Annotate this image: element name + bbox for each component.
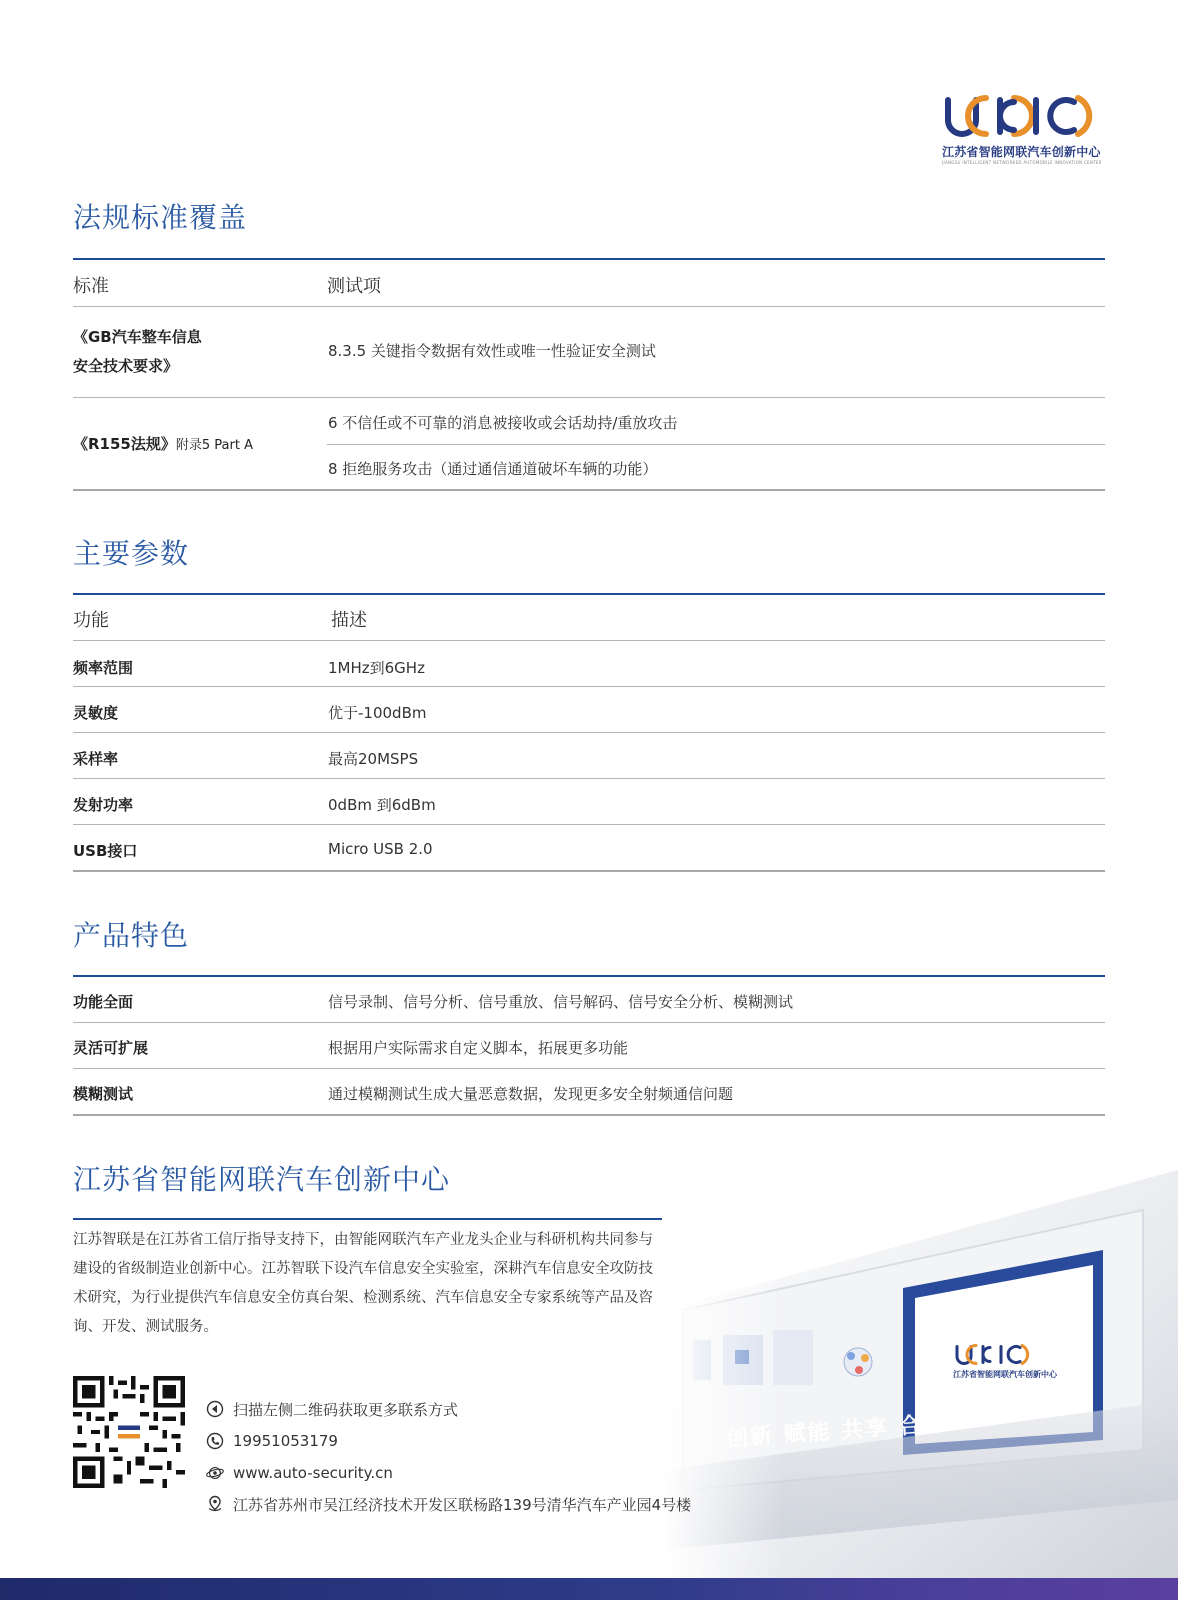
feature-value: 根据用户实际需求自定义脚本，拓展更多功能 bbox=[328, 1039, 629, 1057]
regulations-bottom-rule bbox=[73, 489, 1105, 491]
parameters-header-function: 功能 bbox=[73, 610, 109, 631]
contact-website-text[interactable]: www.auto-security.cn bbox=[233, 1464, 393, 1482]
regulations-header-standard: 标准 bbox=[73, 276, 109, 297]
contact-phone-text[interactable]: 19951053179 bbox=[233, 1432, 338, 1450]
regulations-title: 法规标准覆盖 bbox=[73, 201, 248, 234]
parameters-bottom-rule bbox=[73, 870, 1105, 872]
footer-bar bbox=[0, 1578, 1178, 1600]
regulations-header-test-item: 测试项 bbox=[327, 276, 381, 297]
logo-mark bbox=[940, 92, 1100, 142]
param-name: 频率范围 bbox=[73, 659, 134, 677]
param-name: USB接口 bbox=[73, 842, 138, 860]
contact-website bbox=[206, 1462, 393, 1484]
divider bbox=[73, 732, 1105, 733]
parameters-header-description: 描述 bbox=[331, 610, 367, 631]
scan-icon bbox=[206, 1400, 224, 1418]
phone-icon bbox=[206, 1432, 224, 1450]
logo-name-en: JIANGSU INTELLIGENT NETWORKED AUTOMOBILE INNOVATION CENTER bbox=[942, 160, 1102, 165]
feature-name: 灵活可扩展 bbox=[73, 1039, 149, 1057]
divider bbox=[73, 1068, 1105, 1069]
feature-name: 功能全面 bbox=[73, 993, 134, 1011]
divider bbox=[73, 640, 1105, 641]
divider bbox=[73, 778, 1105, 779]
r155-standard bbox=[73, 433, 253, 454]
divider bbox=[73, 306, 1105, 307]
param-value: Micro USB 2.0 bbox=[328, 840, 433, 858]
screen-logo bbox=[953, 1342, 1057, 1379]
contact-phone bbox=[206, 1430, 338, 1452]
param-value: 0dBm 到6dBm bbox=[328, 796, 436, 814]
param-value: 1MHz到6GHz bbox=[328, 659, 425, 677]
r155-suffix: 附录5 Part A bbox=[175, 438, 253, 453]
parameters-title: 主要参数 bbox=[73, 537, 190, 570]
about-body: 江苏智联是在江苏省工信厅指导支持下，由智能网联汽车产业龙头企业与科研机构共同参与建设的省级制造业创新中心。江苏智联下设汽车信息安全实验室，深耕汽车信息安全攻防技术研究，为行业提供汽车信息安全仿真台架、检测系统、汽车信息安全专家系统等产品及咨询、开发、测试服务。 bbox=[73, 1232, 653, 1335]
screen-logo-name: 江苏省智能网联汽车创新中心 bbox=[953, 1370, 1057, 1379]
qr-code bbox=[73, 1376, 185, 1488]
contact-scan-text: 扫描左侧二维码获取更多联系方式 bbox=[233, 1400, 459, 1419]
photo-slogan: 创新 赋能 共享 合作 bbox=[725, 1411, 948, 1452]
divider bbox=[73, 686, 1105, 687]
feature-value: 信号录制、信号分析、信号重放、信号解码、信号安全分析、模糊测试 bbox=[328, 993, 794, 1011]
features-bottom-rule bbox=[73, 1114, 1105, 1116]
param-name: 灵敏度 bbox=[73, 704, 119, 722]
param-value: 最高20MSPS bbox=[328, 750, 419, 768]
logo-name-cn: 江苏省智能网联汽车创新中心 bbox=[942, 145, 1101, 159]
exhibition-photo bbox=[663, 1170, 1178, 1582]
regulations-top-rule bbox=[73, 258, 1105, 260]
gb-standard-line2: 安全技术要求》 bbox=[73, 357, 179, 375]
about-title: 江苏省智能网联汽车创新中心 bbox=[73, 1163, 451, 1196]
r155-test-item-2: 8 拒绝服务攻击（通过通信通道破坏车辆的功能） bbox=[328, 460, 658, 478]
gb-test-item: 8.3.5 关键指令数据有效性或唯一性验证安全测试 bbox=[328, 342, 656, 360]
divider bbox=[73, 397, 1105, 398]
divider bbox=[73, 1022, 1105, 1023]
r155-test-item-1: 6 不信任或不可靠的消息被接收或会话劫持/重放攻击 bbox=[328, 414, 678, 432]
param-name: 发射功率 bbox=[73, 796, 134, 814]
feature-value: 通过模糊测试生成大量恶意数据，发现更多安全射频通信问题 bbox=[328, 1085, 734, 1103]
brand-logo bbox=[940, 92, 1108, 172]
divider bbox=[73, 824, 1105, 825]
divider bbox=[327, 444, 1105, 445]
features-top-rule bbox=[73, 975, 1105, 977]
features-title: 产品特色 bbox=[73, 919, 190, 952]
param-value: 优于-100dBm bbox=[328, 704, 427, 722]
location-icon bbox=[206, 1495, 224, 1513]
contact-address-text: 江苏省苏州市吴江经济技术开发区联杨路139号清华汽车产业园4号楼 bbox=[233, 1495, 692, 1514]
parameters-top-rule bbox=[73, 593, 1105, 595]
contact-address bbox=[206, 1493, 691, 1515]
contact-scan bbox=[206, 1398, 458, 1420]
gb-standard-line1: 《GB汽车整车信息 bbox=[73, 328, 202, 346]
param-name: 采样率 bbox=[73, 750, 119, 768]
r155-name: 《R155法规》 bbox=[73, 435, 176, 453]
about-rule bbox=[73, 1218, 662, 1220]
feature-name: 模糊测试 bbox=[73, 1085, 134, 1103]
screen-logo-mark bbox=[953, 1342, 1033, 1368]
web-icon bbox=[206, 1464, 224, 1482]
